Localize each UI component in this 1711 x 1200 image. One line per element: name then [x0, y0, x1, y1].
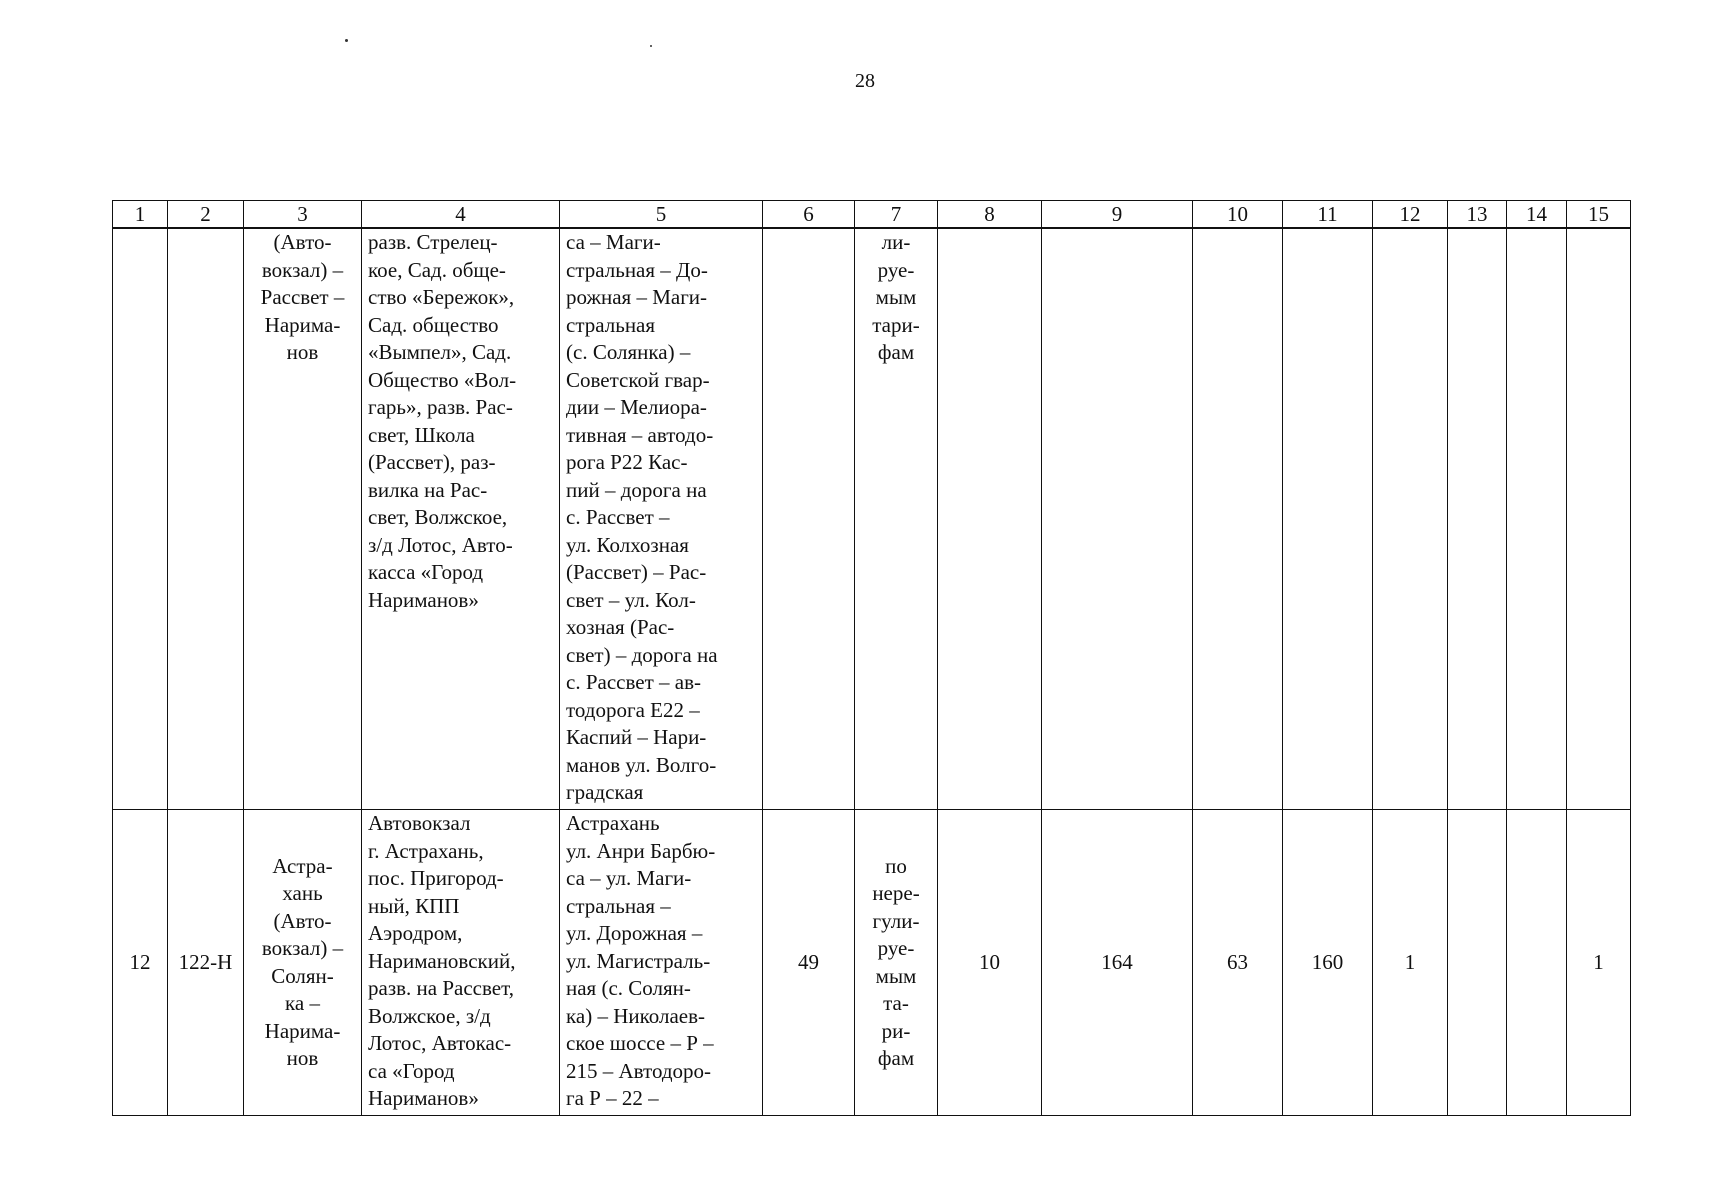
column-header: 10 — [1193, 201, 1283, 229]
cell-col-10: 63 — [1193, 810, 1283, 1116]
column-header: 7 — [855, 201, 938, 229]
cell-stops: разв. Стрелец- кое, Сад. обще- ство «Бережок», Сад. общество «Вымпел», Сад. Общество «Вол- гарь», разв. Рас- свет, Школа (Рассвет), раз- вилка на Рас- свет, Волжское, з/д Лотос, Авто- касса «Город Нариманов» — [362, 228, 560, 810]
cell-col-14 — [1507, 228, 1567, 810]
column-header: 13 — [1448, 201, 1507, 229]
cell-col-15: 1 — [1567, 810, 1631, 1116]
cell-streets: Астрахань ул. Анри Барбю- са – ул. Маги- стральная – ул. Дорожная – ул. Магистраль- ная (с. Солян- ка) – Николаев- ское шоссе – Р – 215 – Автодоро- га Р – 22 – — [560, 810, 763, 1116]
cell-length: 49 — [763, 810, 855, 1116]
cell-number: 12 — [113, 810, 168, 1116]
cell-stops: Автовокзал г. Астрахань, пос. Пригород- ный, КПП Аэродром, Наримановский, разв. на Рассвет, Волжское, з/д Лотос, Автокас- са «Город Нариманов» — [362, 810, 560, 1116]
cell-streets: са – Маги- стральная – До- рожная – Маги- стральная (с. Солянка) – Советской гвар- дии – Мелиора- тивная – автодо- рога Р22 Кас- пий – дорога на с. Рассвет – ул. Колхозная (Рассвет) – Рас- свет – ул. Кол- хозная (Рас- свет) – дорога на с. Рассвет – ав- тодорога Е22 – Каспий – Нари- манов ул. Волго- градская — [560, 228, 763, 810]
routes-table — [112, 200, 1631, 1116]
column-header: 8 — [938, 201, 1042, 229]
scan-speck — [650, 45, 652, 47]
cell-col-12 — [1373, 228, 1448, 810]
cell-route-name: (Авто- вокзал) – Рассвет – Нарима- нов — [244, 228, 362, 810]
scan-speck — [345, 39, 348, 42]
column-header: 15 — [1567, 201, 1631, 229]
cell-route-code: 122-Н — [168, 810, 244, 1116]
cell-col-8: 10 — [938, 810, 1042, 1116]
column-header: 9 — [1042, 201, 1193, 229]
column-header: 5 — [560, 201, 763, 229]
cell-col-9: 164 — [1042, 810, 1193, 1116]
cell-tariff-type: по нере- гули- руе- мым та- ри- фам — [855, 810, 938, 1116]
cell-number — [113, 228, 168, 810]
column-header: 2 — [168, 201, 244, 229]
column-header: 11 — [1283, 201, 1373, 229]
cell-col-12: 1 — [1373, 810, 1448, 1116]
cell-col-13 — [1448, 810, 1507, 1116]
cell-route-code — [168, 228, 244, 810]
cell-col-15 — [1567, 228, 1631, 810]
column-header: 6 — [763, 201, 855, 229]
table-row — [113, 228, 1631, 810]
column-header: 1 — [113, 201, 168, 229]
cell-col-11 — [1283, 228, 1373, 810]
column-header: 14 — [1507, 201, 1567, 229]
page-number: 28 — [855, 70, 875, 92]
cell-route-name: Астра- хань (Авто- вокзал) – Солян- ка – Нарима- нов — [244, 810, 362, 1116]
cell-col-10 — [1193, 228, 1283, 810]
cell-col-8 — [938, 228, 1042, 810]
table-row — [113, 810, 1631, 1116]
cell-col-14 — [1507, 810, 1567, 1116]
cell-tariff-type: ли- руе- мым тари- фам — [855, 228, 938, 810]
cell-col-9 — [1042, 228, 1193, 810]
cell-length — [763, 228, 855, 810]
column-header: 4 — [362, 201, 560, 229]
column-number-row — [113, 201, 1631, 229]
cell-col-11: 160 — [1283, 810, 1373, 1116]
column-header: 3 — [244, 201, 362, 229]
column-header: 12 — [1373, 201, 1448, 229]
cell-col-13 — [1448, 228, 1507, 810]
